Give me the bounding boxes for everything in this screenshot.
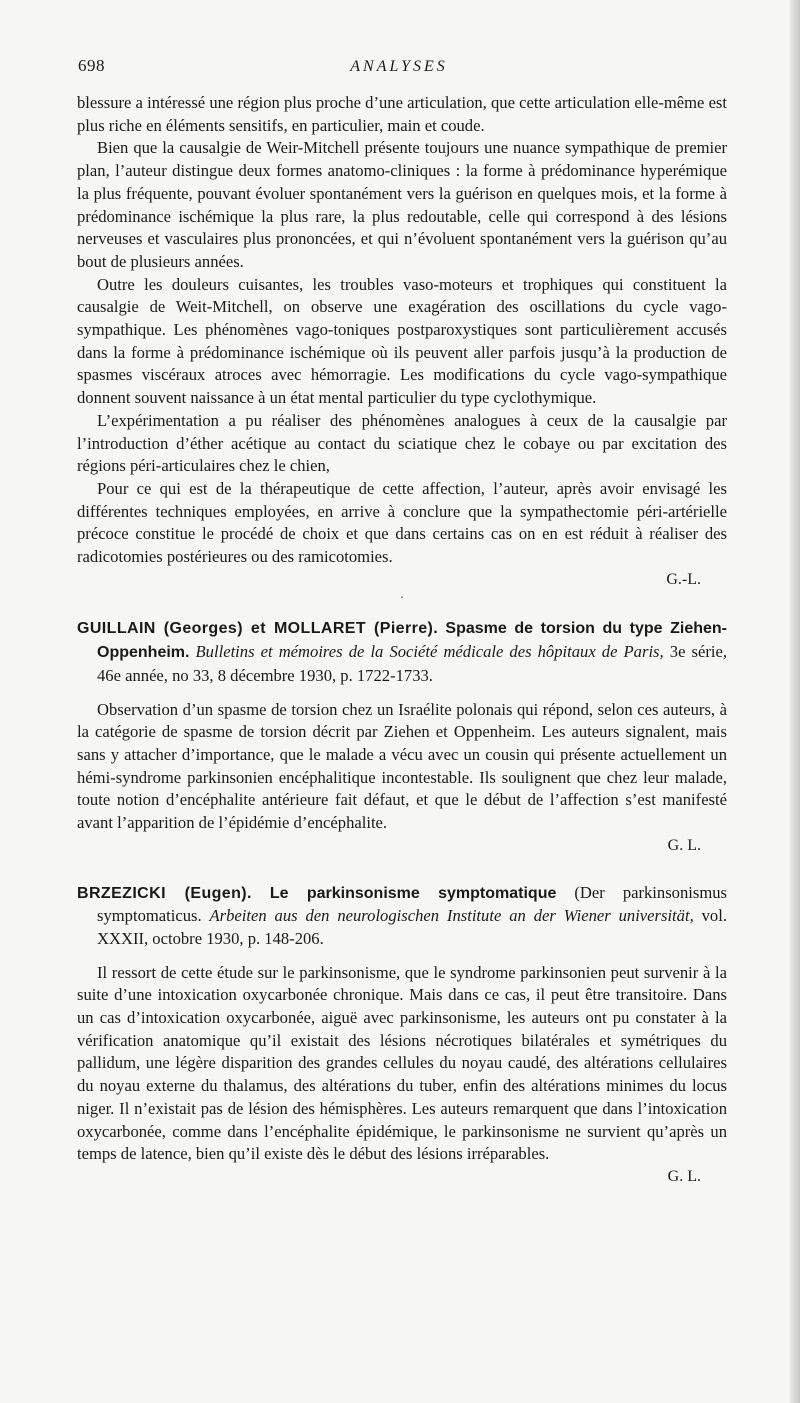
- paragraph: blessure a intéressé une région plus proche d’une articulation, que cette articulation elle-même est plus riche en éléments sensitifs, en particulier, main et coude.: [77, 93, 727, 135]
- paragraph: Bien que la causalgie de Weir-Mitchell présente toujours une nuance sympathique de premier plan, l’auteur distingue deux formes anatomo-cliniques : la forme à prédominance hyperémique la plus fréquente, pouvant évoluer spontanément vers la guérison en quelques mois, et la forme à prédominance ischémique la plus rare, la plus redoutable, celle qui correspond à des lésions nerveuses et vasculaires plus prononcées, et qui n’évoluent spontanément vers la guérison qu’au bout de plusieurs années.: [77, 138, 727, 271]
- paragraph: Outre les douleurs cuisantes, les troubles vaso-moteurs et trophiques qui constituent la causalgie de Weit-Mitchell, on observe une exagération des oscillations du cycle vago-sympathique. Les phénomènes vago-toniques postparoxystiques sont particulièrement accusés dans la forme à prédominance ischémique où ils peuvent aller parfois jusqu’à la production de spasmes viscéraux atroces avec hémorragie. Les modifications du cycle vago-sympathique donnent souvent naissance à un état mental particulier du type cyclothymique.: [77, 274, 727, 408]
- signature: G. L.: [667, 1167, 701, 1185]
- running-head: ANALYSES: [350, 58, 448, 75]
- review-authors: GUILLAIN (Georges) et MOLLARET (Pierre).: [77, 620, 439, 638]
- review-body: Il ressort de cette étude sur le parkinsonisme, que le syndrome parkinsonien peut survenir à la suite d’une intoxication oxycarbonée chronique. Mais dans ce cas, il peut être transitoire. Dans un cas d’intoxication oxycarbonée, aiguë avec parkinsonisme, les auteurs ont pu constater à la vérification anatomique qu’il existait des lésions nécrotiques bilatérales et symétriques du pallidum, une légère disparition des grandes cellules du noyau caudé, des altérations cellulaires du noyau externe du thalamus, des altérations du tuber, enfin des altérations minimes du locus niger. Il n’existait pas de lésion des hémisphères. Les auteurs remarquent que dans l’intoxication oxycarbonée, comme dans l’encéphalite épidémique, le parkinsonisme ne survient qu’après un temps de latence, bien qu’il existe dès le début des lésions irréparables.: [77, 962, 727, 1164]
- signature: G.-L.: [666, 570, 701, 588]
- paragraph: Pour ce qui est de la thérapeutique de cette affection, l’auteur, après avoir envisagé les différentes techniques employées, en arrive à conclure que la sympathectomie péri-artérielle précoce constitue le procédé de choix et que dans certains cas on en est réduit à réaliser des radicotomies postérieures ou des ramicotomies.: [77, 478, 727, 567]
- paragraph: L’expérimentation a pu réaliser des phénomènes analogues à ceux de la causalgie par l’introduction d’éther acétique au contact du sciatique chez le cobaye ou par excitation des régions péri-articulaires chez le chien,: [77, 410, 727, 476]
- review-source: Arbeiten aus den neurologischen Institute an der Wiener universität,: [209, 906, 694, 926]
- review-title: Le parkinsonisme symptomatique: [269, 884, 557, 902]
- page-edge-shadow: [790, 0, 800, 1403]
- review-authors: BRZEZICKI (Eugen).: [77, 884, 252, 902]
- separator-dot: .: [400, 587, 404, 603]
- page-header: [74, 52, 724, 82]
- review-body: Observation d’un spasme de torsion chez un Israélite polonais qui répond, selon ces auteurs, à la catégorie de spasme de torsion décrit par Ziehen et Oppenheim. Les auteurs signalent, mais sans y attacher d’importance, que le malade a vécu avec un cousin qui présente actuellement un hémi-syndrome parkinsonien encéphalitique incontestable. Ils soulignent que chez leur malade, toute notion d’encéphalite antérieure fait défaut, et que le début de l’affection s’est manifesté avant l’apparition de l’épidémie d’encéphalite.: [77, 699, 727, 833]
- review-source-details: 3e série, 46e année, no 33, 8 décembre 1930, p. 1722-1733.: [97, 642, 727, 685]
- review-title-translation: (Der parkinsonismus symptomaticus.: [97, 882, 727, 926]
- review-title: Spasme de torsion du type Ziehen-Oppenheim.: [97, 620, 728, 662]
- page-number: 698: [78, 56, 105, 75]
- review-source-details: vol. XXXII, octobre 1930, p. 148-206.: [97, 906, 727, 948]
- review-source: Bulletins et mémoires de la Société médicale des hôpitaux de Paris,: [195, 642, 664, 662]
- review-heading: [77, 617, 727, 687]
- page-content: [77, 92, 727, 1189]
- signature: G. L.: [667, 836, 701, 854]
- review-heading: [77, 882, 727, 951]
